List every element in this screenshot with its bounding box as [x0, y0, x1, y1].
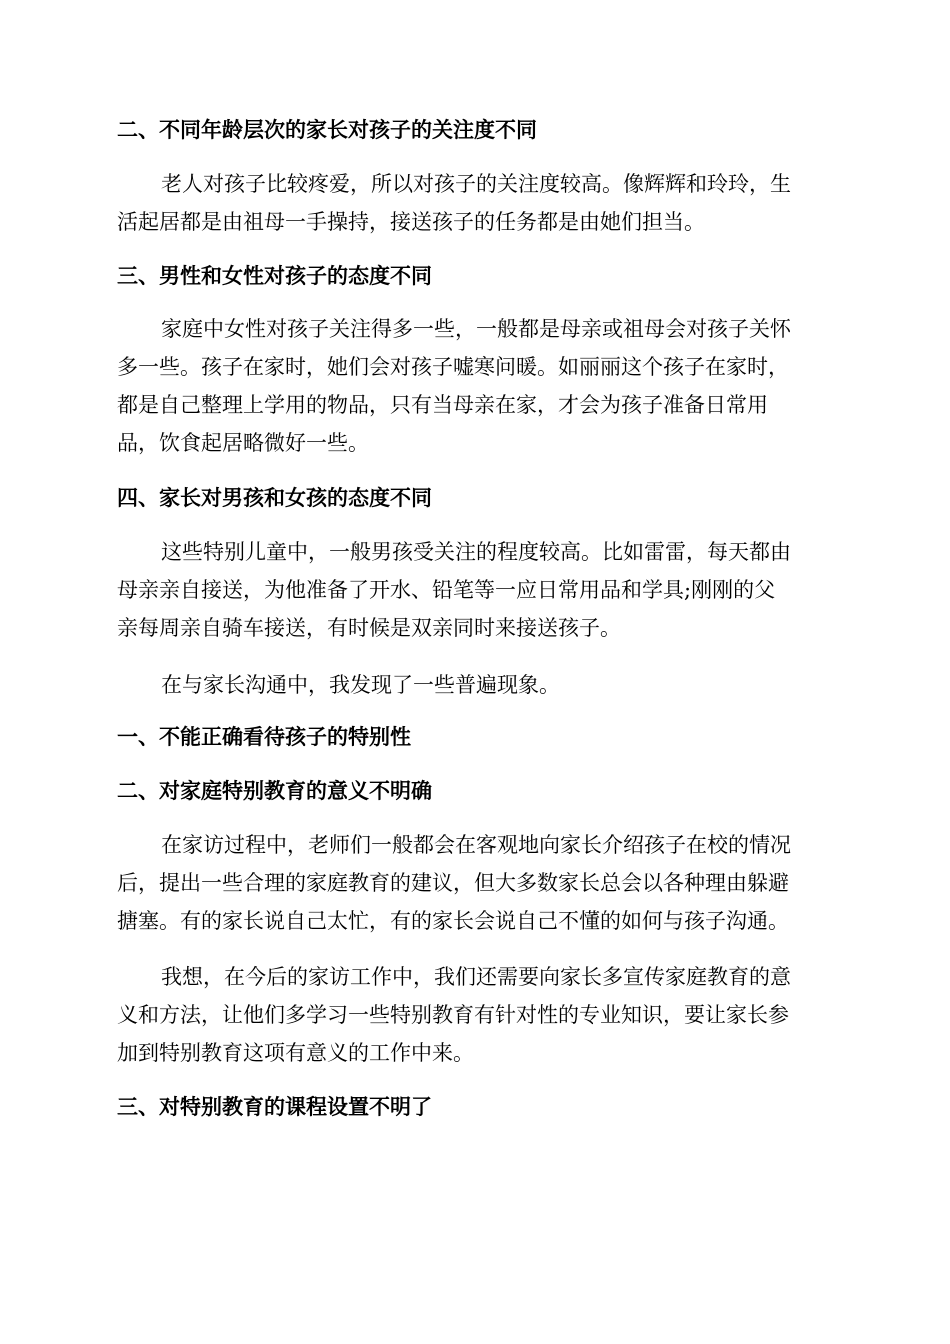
- paragraph-line: 在家访过程中，老师们一般都会在客观地向家长介绍孩子在校的情况: [161, 833, 791, 857]
- paragraph: [117, 826, 837, 940]
- paragraph-line: 后，提出一些合理的家庭教育的建议，但大多数家长总会以各种理由躲避: [117, 871, 789, 895]
- paragraph-line: 我想，在今后的家访工作中，我们还需要向家长多宣传家庭教育的意: [161, 965, 791, 989]
- paragraph-line: 搪塞。有的家长说自己太忙，有的家长会说自己不懂的如何与孩子沟通。: [117, 909, 789, 933]
- section-heading: 四、家长对男孩和女孩的态度不同: [117, 486, 432, 510]
- paragraph-line: 母亲亲自接送，为他准备了开水、铅笔等一应日常用品和学具;刚刚的父: [117, 578, 776, 602]
- paragraph-line: 活起居都是由祖母一手操持，接送孩子的任务都是由她们担当。: [117, 210, 705, 234]
- paragraph: [117, 666, 837, 704]
- paragraph-line: 这些特别儿童中，一般男孩受关注的程度较高。比如雷雷，每天都由: [161, 540, 791, 564]
- paragraph: [117, 310, 837, 462]
- paragraph-line: 都是自己整理上学用的物品，只有当母亲在家，才会为孩子准备日常用: [117, 393, 768, 417]
- section-heading: 一、不能正确看待孩子的特别性: [117, 725, 411, 749]
- paragraph: [117, 533, 837, 647]
- paragraph-line: 义和方法，让他们多学习一些特别教育有针对性的专业知识，要让家长参: [117, 1003, 789, 1027]
- section-heading: 二、对家庭特别教育的意义不明确: [117, 779, 432, 803]
- paragraph: [117, 165, 837, 241]
- section-heading: 三、对特别教育的课程设置不明了: [117, 1095, 432, 1119]
- section-heading: 二、不同年龄层次的家长对孩子的关注度不同: [117, 118, 537, 142]
- paragraph: [117, 958, 837, 1072]
- paragraph-line: 多一些。孩子在家时，她们会对孩子嘘寒问暖。如丽丽这个孩子在家时，: [117, 355, 789, 379]
- section-heading: 三、男性和女性对孩子的态度不同: [117, 264, 432, 288]
- paragraph-line: 亲每周亲自骑车接送，有时候是双亲同时来接送孩子。: [117, 616, 621, 640]
- paragraph-line: 老人对孩子比较疼爱，所以对孩子的关注度较高。像辉辉和玲玲，生: [161, 172, 791, 196]
- paragraph-line: 品，饮食起居略微好一些。: [117, 431, 369, 455]
- paragraph-line: 在与家长沟通中，我发现了一些普遍现象。: [161, 673, 560, 697]
- paragraph-line: 家庭中女性对孩子关注得多一些，一般都是母亲或祖母会对孩子关怀: [161, 317, 791, 341]
- paragraph-line: 加到特别教育这项有意义的工作中来。: [117, 1041, 474, 1065]
